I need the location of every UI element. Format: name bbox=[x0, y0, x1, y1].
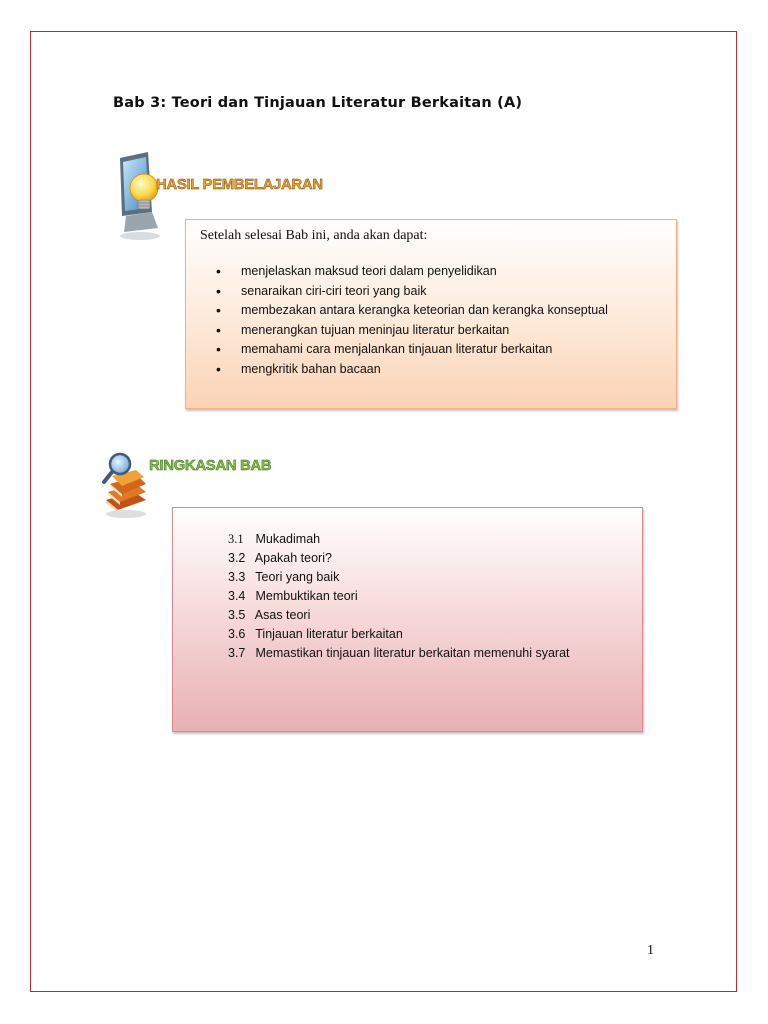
list-item: • menerangkan tujuan meninjau literatur berkaitan bbox=[216, 321, 608, 341]
section-title: Apakah teori? bbox=[254, 551, 332, 565]
page-number: 1 bbox=[647, 943, 654, 958]
learning-outcomes-list bbox=[216, 262, 608, 380]
learning-outcomes-box bbox=[185, 219, 677, 409]
section-number: 3.1 bbox=[228, 532, 244, 546]
section-title: Membuktikan teori bbox=[255, 589, 358, 603]
list-item bbox=[228, 644, 570, 663]
section-title: Tinjauan literatur berkaitan bbox=[255, 627, 403, 641]
section-title: Teori yang baik bbox=[255, 570, 340, 584]
section-number: 3.7 bbox=[228, 646, 246, 660]
section-number: 3.4 bbox=[228, 589, 246, 603]
list-item: • mengkritik bahan bacaan bbox=[216, 360, 608, 380]
list-item bbox=[228, 625, 570, 644]
section-title: Memastikan tinjauan literatur berkaitan memenuhi syarat bbox=[255, 646, 570, 660]
list-item: • memahami cara menjalankan tinjauan literatur berkaitan bbox=[216, 340, 608, 360]
list-item bbox=[228, 606, 570, 625]
list-item bbox=[228, 587, 570, 606]
chapter-title: Bab 3: Teori dan Tinjauan Literatur Berkaitan (A) bbox=[113, 95, 523, 111]
learning-outcomes-heading: HASIL PEMBELAJARAN bbox=[156, 176, 323, 193]
books-magnifier-icon bbox=[100, 450, 152, 520]
section-title: Asas teori bbox=[254, 608, 311, 622]
learning-outcomes-intro: Setelah selesai Bab ini, anda akan dapat: bbox=[200, 228, 428, 243]
section-number: 3.2 bbox=[228, 551, 246, 565]
section-number: 3.6 bbox=[228, 627, 246, 641]
monitor-lightbulb-icon bbox=[112, 150, 168, 242]
list-item bbox=[228, 549, 570, 568]
list-item bbox=[228, 568, 570, 587]
list-item: • senaraikan ciri-ciri teori yang baik bbox=[216, 282, 608, 302]
chapter-summary-list bbox=[228, 530, 570, 663]
list-item: • membezakan antara kerangka keteorian dan kerangka konseptual bbox=[216, 301, 608, 321]
list-item: • menjelaskan maksud teori dalam penyelidikan bbox=[216, 262, 608, 282]
list-item bbox=[228, 530, 570, 549]
chapter-summary-box bbox=[172, 507, 643, 732]
section-number: 3.5 bbox=[228, 608, 246, 622]
section-number: 3.3 bbox=[228, 570, 246, 584]
section-title: Mukadimah bbox=[255, 532, 321, 546]
chapter-summary-heading: RINGKASAN BAB bbox=[149, 457, 272, 474]
